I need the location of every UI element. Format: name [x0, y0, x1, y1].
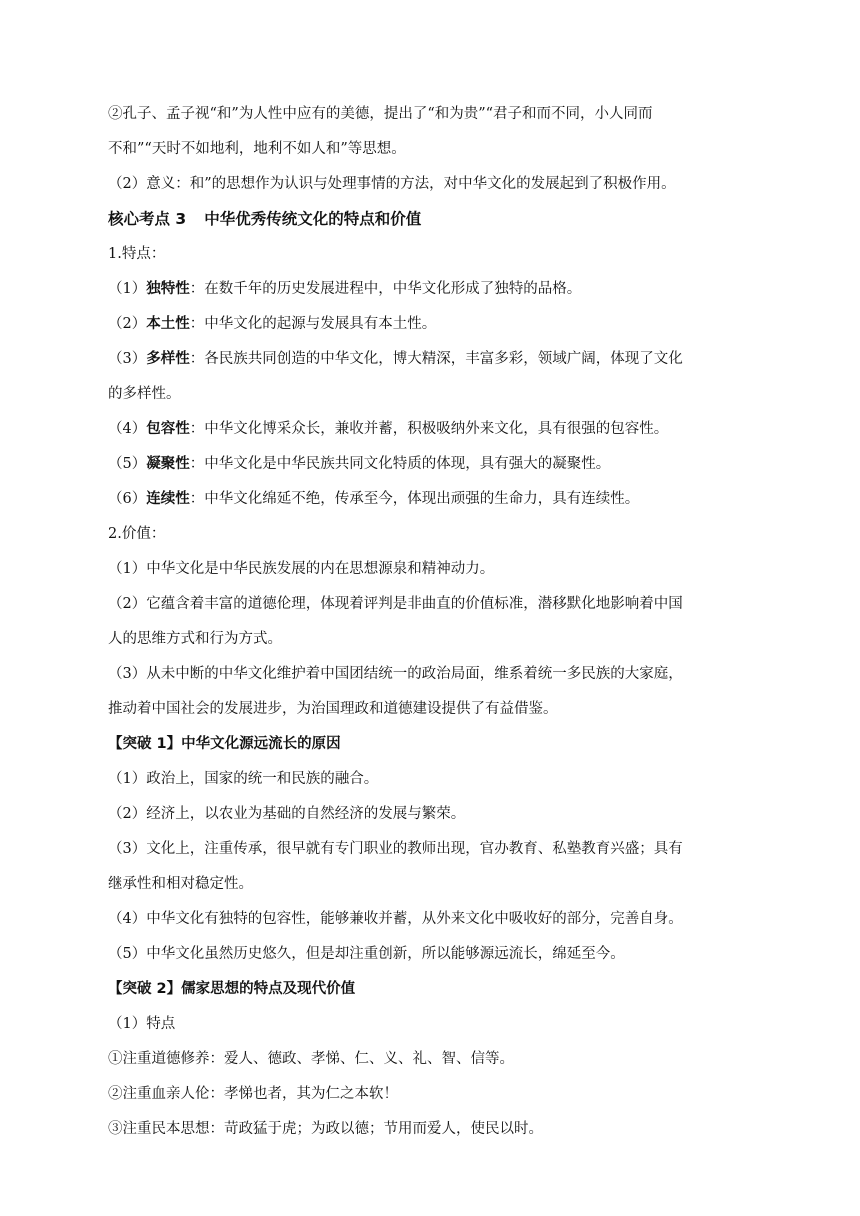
item-text: ：在数千年的历史发展进程中，中华文化形成了独特的品格。 [189, 281, 582, 297]
item-index: （6） [108, 491, 147, 507]
text-line: （2）经济上，以农业为基础的自然经济的发展与繁荣。 [108, 806, 466, 822]
text-line: 的多样性。 [108, 386, 181, 402]
text-line: （1）政治上，国家的统一和民族的融合。 [108, 771, 379, 787]
text-line: 1.特点： [108, 246, 166, 262]
item-text: ：中华文化博采众长，兼收并蓄，积极吸纳外来文化，具有很强的包容性。 [189, 421, 669, 437]
feature-item [108, 454, 610, 474]
item-index: （3） [108, 351, 147, 367]
section-heading-number: 核心考点 3 [108, 210, 187, 228]
item-keyword: 多样性 [146, 351, 190, 367]
text-line: ②孔子、孟子视“和”为人性中应有的美德，提出了“和为贵”“君子和而不同，小人同而 [108, 106, 653, 122]
breakthrough-heading: 【突破 1】中华文化源远流长的原因 [108, 736, 341, 752]
section-heading-title: 中华优秀传统文化的特点和价值 [204, 210, 422, 228]
item-text: ：中华文化绵延不绝，传承至今，体现出顽强的生命力，具有连续性。 [189, 491, 640, 507]
item-keyword: 独特性 [146, 281, 190, 297]
text-line: （1）特点 [108, 1016, 176, 1032]
feature-item [108, 419, 668, 439]
text-line: 推动着中国社会的发展进步，为治国理政和道德建设提供了有益借鉴。 [108, 701, 558, 717]
text-line: ②注重血亲人伦：孝悌也者，其为仁之本软！ [108, 1086, 398, 1102]
text-line: （5）中华文化虽然历史悠久，但是却注重创新，所以能够源远流长，绵延至今。 [108, 946, 625, 962]
item-index: （4） [108, 421, 147, 437]
feature-item [108, 279, 581, 299]
text-line: （2）它蕴含着丰富的道德伦理，体现着评判是非曲直的价值标准，潜移默化地影响着中国 [108, 596, 683, 612]
item-index: （5） [108, 456, 147, 472]
feature-item [108, 349, 683, 369]
item-text: ：中华文化的起源与发展具有本土性。 [189, 316, 437, 332]
item-index: （1） [108, 281, 147, 297]
item-keyword: 连续性 [146, 491, 190, 507]
item-text: ：中华文化是中华民族共同文化特质的体现，具有强大的凝聚性。 [189, 456, 611, 472]
text-line: 继承性和相对稳定性。 [108, 876, 253, 892]
item-index: （2） [108, 316, 147, 332]
feature-item [108, 314, 436, 334]
text-line: 2.价值： [108, 526, 166, 542]
item-keyword: 包容性 [146, 421, 190, 437]
section-heading [108, 209, 421, 229]
text-line: ③注重民本思想：苛政猛于虎；为政以德；节用而爱人，使民以时。 [108, 1121, 543, 1137]
text-line: 人的思维方式和行为方式。 [108, 631, 282, 647]
text-line: （3）文化上，注重传承，很早就有专门职业的教师出现，官办教育、私塾教育兴盛；具有 [108, 841, 683, 857]
text-line: （3）从未中断的中华文化维护着中国团结统一的政治局面，维系着统一多民族的大家庭， [108, 666, 683, 682]
breakthrough-heading: 【突破 2】儒家思想的特点及现代价值 [108, 981, 356, 997]
item-keyword: 凝聚性 [146, 456, 190, 472]
text-line: ①注重道德修养：爱人、德政、孝悌、仁、义、礼、智、信等。 [108, 1051, 514, 1067]
text-line: （4）中华文化有独特的包容性，能够兼收并蓄，从外来文化中吸收好的部分，完善自身。 [108, 911, 683, 927]
feature-item [108, 489, 639, 509]
item-keyword: 本土性 [146, 316, 190, 332]
item-text: ：各民族共同创造的中华文化，博大精深，丰富多彩，领域广阔，体现了文化 [189, 351, 683, 367]
text-line: 不和”“天时不如地利，地利不如人和”等思想。 [108, 141, 406, 157]
text-line: （1）中华文化是中华民族发展的内在思想源泉和精神动力。 [108, 561, 495, 577]
text-line: （2）意义：和”的思想作为认识与处理事情的方法，对中华文化的发展起到了积极作用。 [108, 176, 676, 192]
